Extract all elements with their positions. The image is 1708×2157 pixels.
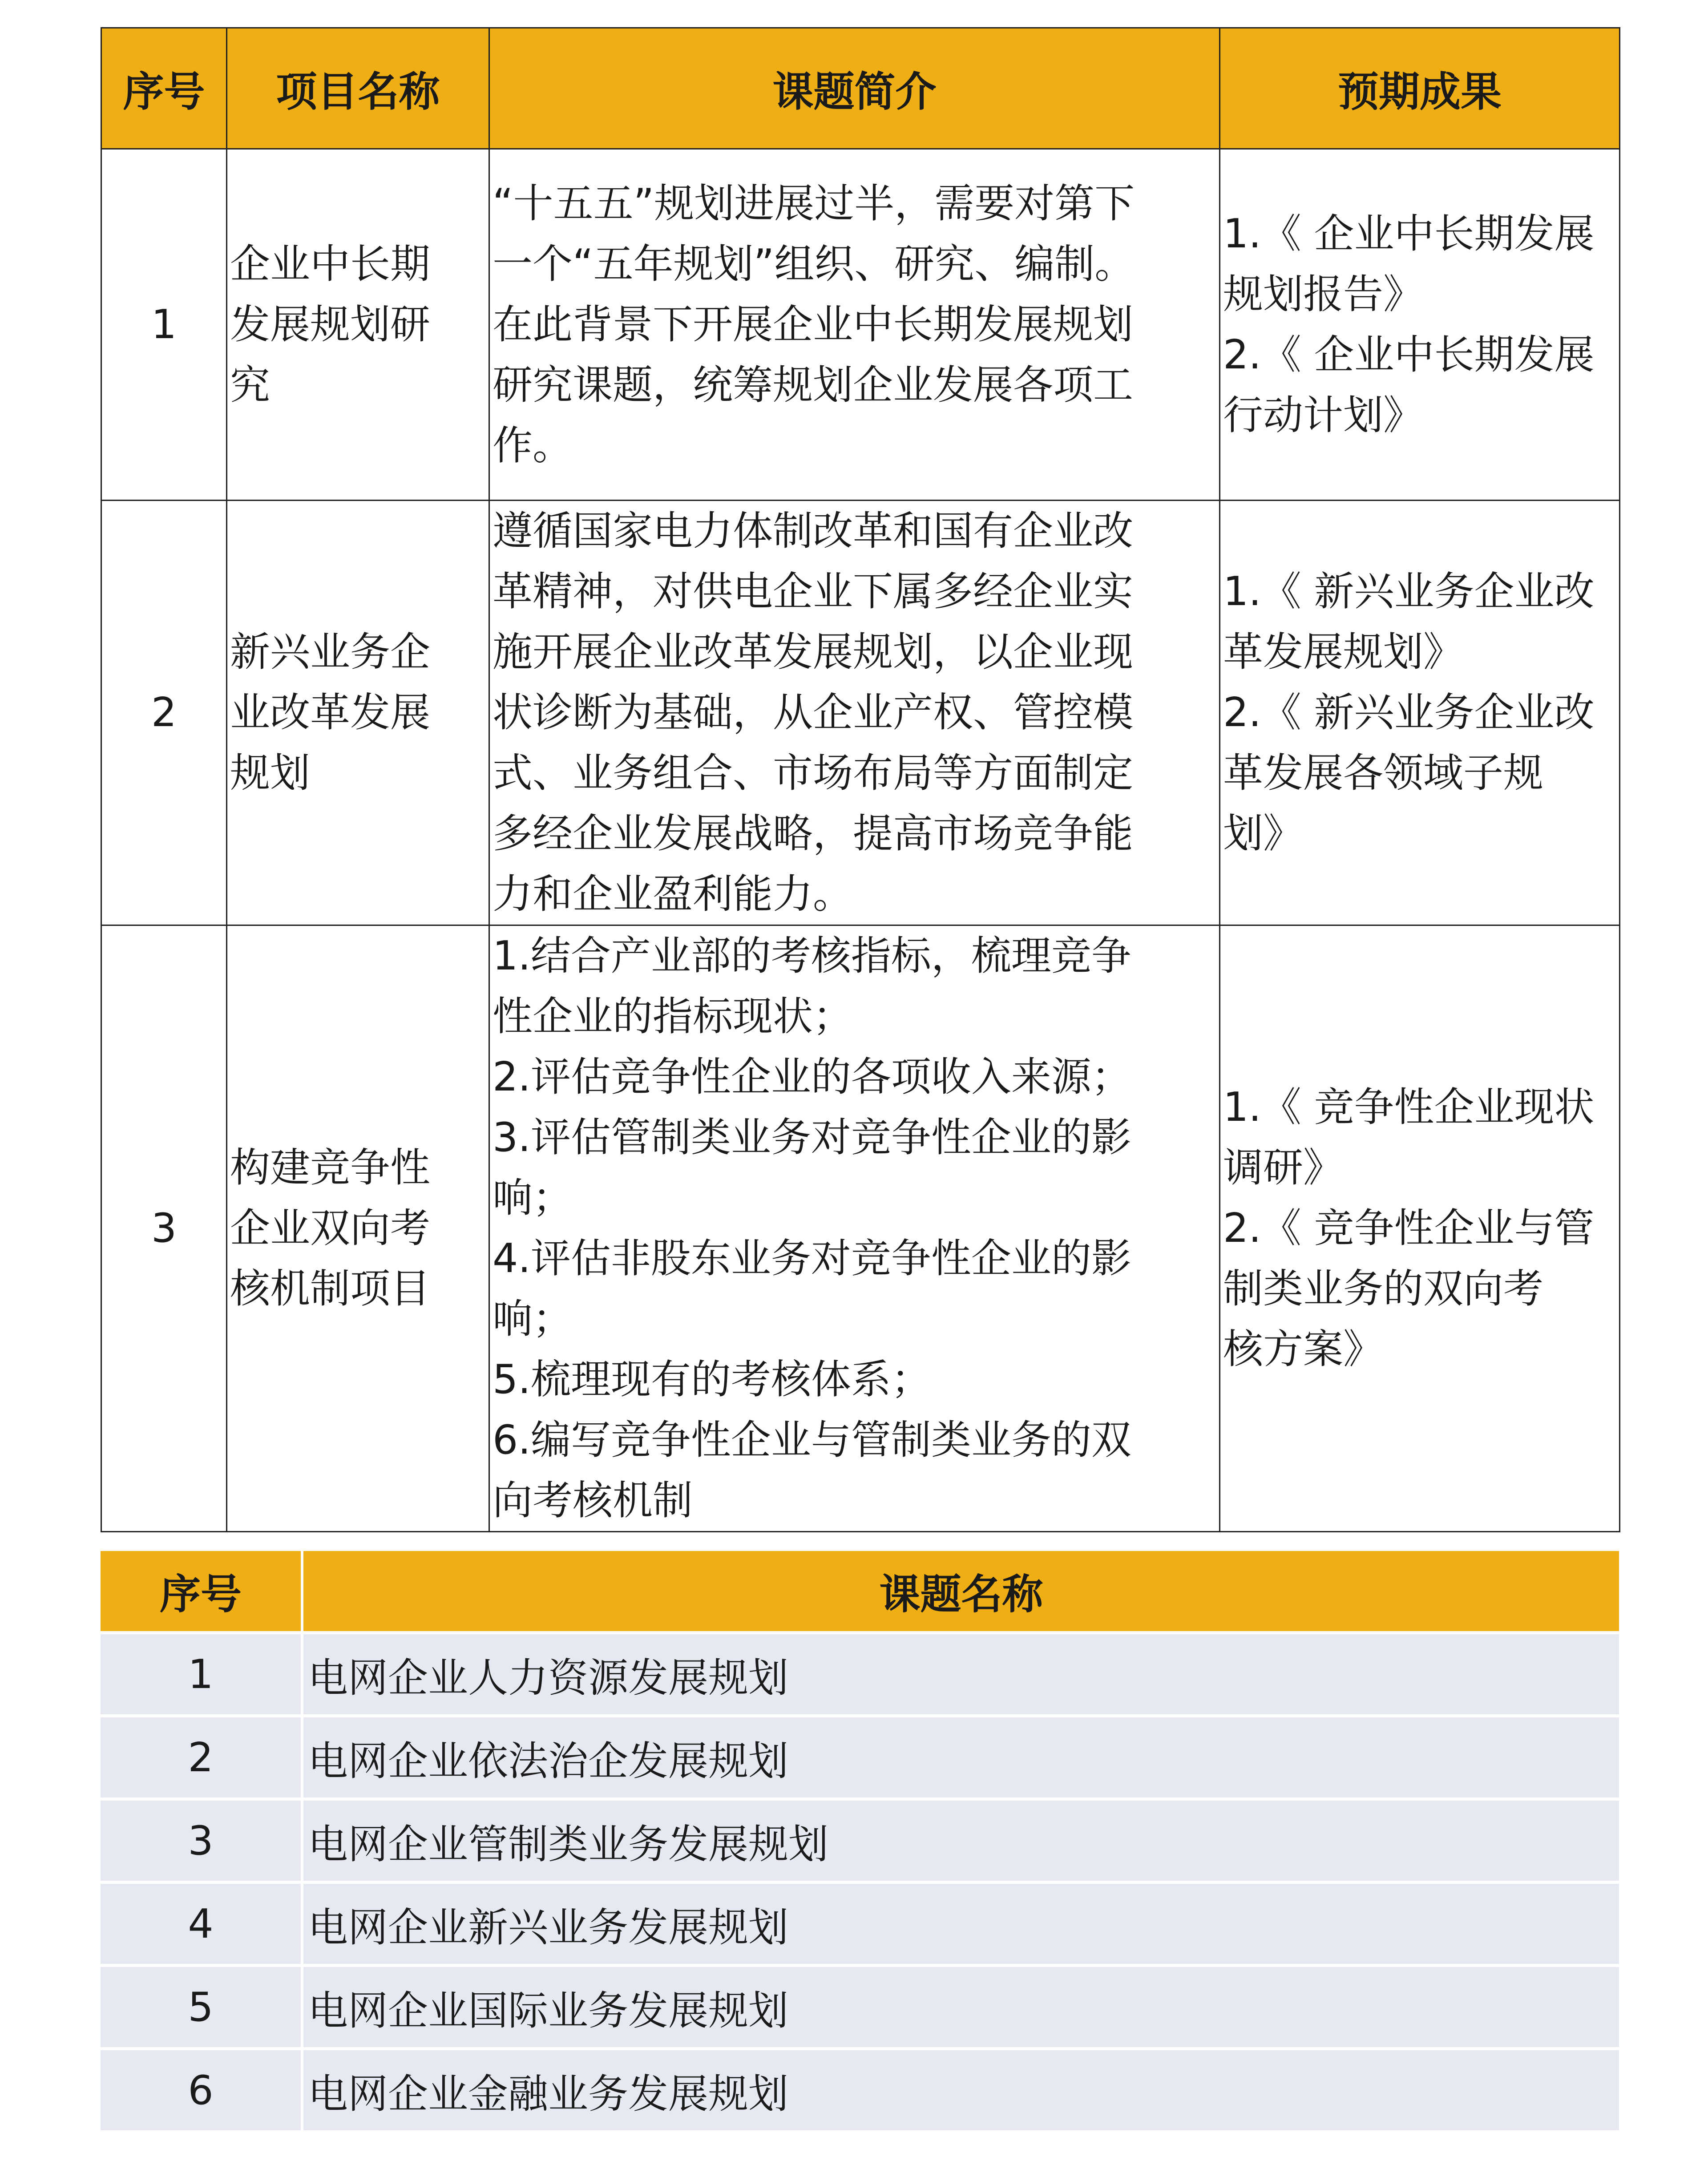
header-project-name: 项目名称 [227,28,489,149]
text-line: 一个“五年规划”组织、研究、编制。 [493,240,1135,287]
row-divider [101,1881,1619,1884]
header-no: 序号 [101,1551,301,1631]
project-name [227,925,489,1532]
project-description [489,925,1220,1532]
project-description [489,501,1220,925]
table-row [101,501,1620,925]
text-line: 制类业务的双向考 [1223,1265,1543,1312]
text-line: 4.评估非股东业务对竞争性企业的影 [493,1235,1131,1282]
project-name [227,149,489,501]
text-line: 研究课题，统筹规划企业发展各项工 [493,361,1133,408]
text-line: 发展规划研 [230,301,430,348]
row-divider [101,1631,1619,1634]
text-line: 遵循国家电力体制改革和国有企业改 [493,508,1133,554]
project-name [227,501,489,925]
row-number: 6 [101,2050,301,2130]
topic-table-header-row [101,1551,1619,1631]
row-number: 3 [101,925,227,1532]
text-line: 2.评估竞争性企业的各项收入来源； [493,1054,1131,1100]
text-line: 1.《 企业中长期发展 [1223,210,1595,257]
topic-name: 电网企业管制类业务发展规划 [303,1801,1619,1881]
text-line: 究 [230,361,270,408]
table-row [101,149,1620,501]
text-line: 响； [493,1175,573,1221]
row-number: 1 [101,149,227,501]
text-line: 向考核机制 [493,1477,693,1524]
text-line: 2.《 新兴业务企业改 [1223,689,1595,736]
text-line: 核方案》 [1223,1326,1383,1373]
table-row [101,1634,1619,1714]
project-outcome [1220,925,1620,1532]
text-line: 企业中长期 [230,240,430,287]
text-line: 在此背景下开展企业中长期发展规划 [493,301,1133,348]
table-row [101,925,1620,1532]
text-line: 调研》 [1223,1144,1343,1191]
table-row [101,2050,1619,2130]
topic-name: 电网企业新兴业务发展规划 [303,1884,1619,1964]
topic-name: 电网企业人力资源发展规划 [303,1634,1619,1714]
text-line: 6.编写竞争性企业与管制类业务的双 [493,1417,1131,1463]
text-line: 性企业的指标现状； [493,993,853,1040]
row-number: 2 [101,1717,301,1798]
table-row [101,1884,1619,1964]
table-row [101,1717,1619,1798]
text-line: 业改革发展 [230,689,430,736]
row-number: 3 [101,1801,301,1881]
text-line: “十五五”规划进展过半，需要对第下 [493,180,1135,227]
text-line: 多经企业发展战略，提高市场竞争能 [493,810,1133,857]
text-line: 革发展规划》 [1223,629,1463,675]
row-number: 5 [101,1967,301,2047]
text-line: 3.评估管制类业务对竞争性企业的影 [493,1114,1131,1161]
project-table-header-row [101,28,1620,149]
topic-table [101,1551,1619,2130]
project-table [101,27,1620,1532]
text-line: 力和企业盈利能力。 [493,871,853,917]
text-line: 式、业务组合、市场布局等方面制定 [493,750,1133,796]
row-divider [101,1798,1619,1801]
text-line: 2.《 竞争性企业与管 [1223,1205,1595,1252]
text-line: 2.《 企业中长期发展 [1223,331,1595,378]
topic-name: 电网企业依法治企发展规划 [303,1717,1619,1798]
topic-name: 电网企业国际业务发展规划 [303,1967,1619,2047]
text-line: 1.结合产业部的考核指标，梳理竞争 [493,933,1131,979]
text-line: 构建竞争性 [230,1144,430,1191]
text-line: 作。 [493,422,573,469]
header-description: 课题简介 [489,28,1220,149]
table-row [101,1967,1619,2047]
row-divider [101,2047,1619,2050]
text-line: 响； [493,1296,573,1342]
header-no: 序号 [101,28,227,149]
text-line: 行动计划》 [1223,392,1423,439]
text-line: 划》 [1223,810,1303,857]
row-number: 2 [101,501,227,925]
text-line: 新兴业务企 [230,629,430,675]
row-divider [101,1964,1619,1967]
text-line: 1.《 竞争性企业现状 [1223,1084,1595,1131]
row-divider [101,1714,1619,1717]
project-description [489,149,1220,501]
topic-name: 电网企业金融业务发展规划 [303,2050,1619,2130]
text-line: 核机制项目 [230,1265,430,1312]
row-number: 1 [101,1634,301,1714]
header-outcome: 预期成果 [1220,28,1620,149]
text-line: 1.《 新兴业务企业改 [1223,568,1595,615]
text-line: 施开展企业改革发展规划，以企业现 [493,629,1133,675]
text-line: 规划 [230,750,310,796]
text-line: 革发展各领域子规 [1223,750,1543,796]
text-line: 状诊断为基础，从企业产权、管控模 [493,689,1133,736]
table-row [101,1801,1619,1881]
text-line: 企业双向考 [230,1205,430,1252]
header-topic-name: 课题名称 [303,1551,1619,1631]
text-line: 5.梳理现有的考核体系； [493,1356,931,1403]
project-outcome [1220,501,1620,925]
text-line: 革精神，对供电企业下属多经企业实 [493,568,1133,615]
project-outcome [1220,149,1620,501]
row-number: 4 [101,1884,301,1964]
text-line: 规划报告》 [1223,271,1423,318]
